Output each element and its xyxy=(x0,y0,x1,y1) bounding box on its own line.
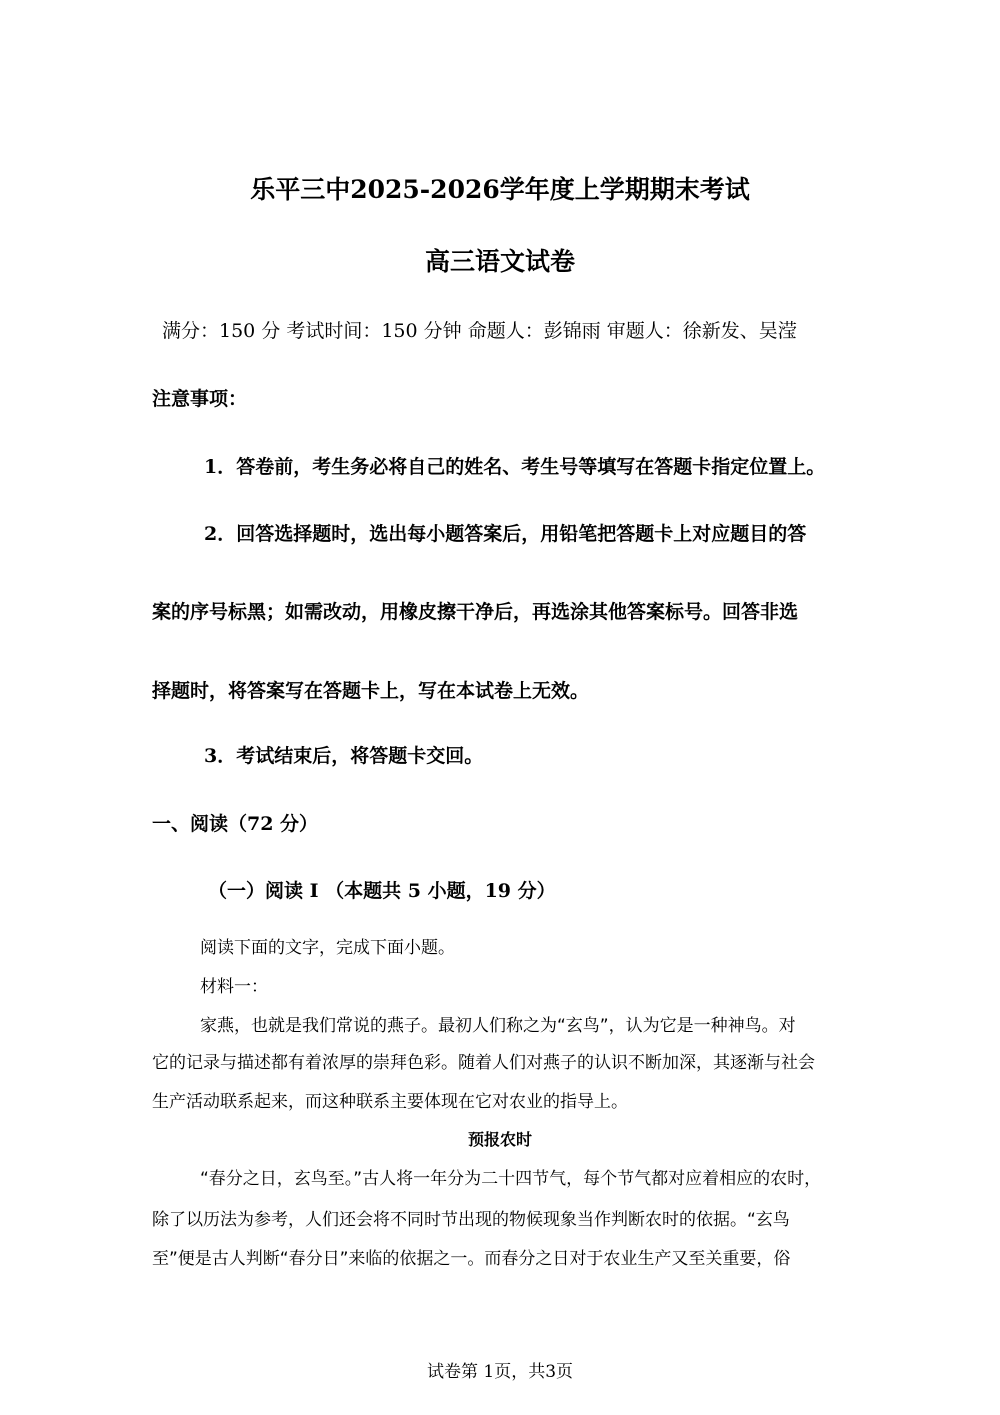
notice-item-1: 1．答卷前，考生务必将自己的姓名、考生号等填写在答题卡指定位置上。 xyxy=(204,456,826,478)
notice-item-2-line-1: 2．回答选择题时，选出每小题答案后，用铅笔把答题卡上对应题目的答 xyxy=(204,523,807,545)
material-label: 材料一： xyxy=(200,977,268,997)
paragraph-2-line-1: “春分之日，玄鸟至。”古人将一年分为二十四节气，每个节气都对应着相应的农时， xyxy=(200,1169,822,1189)
section-heading: 一、阅读（72 分） xyxy=(152,813,319,835)
notice-item-3: 3．考试结束后，将答题卡交回。 xyxy=(204,745,484,767)
section-subheading: （一）阅读 I （本题共 5 小题，19 分） xyxy=(208,880,556,902)
exam-title: 乐平三中2025-2026学年度上学期期末考试 xyxy=(250,175,750,204)
paragraph-1-line-1: 家燕，也就是我们常说的燕子。最初人们称之为“玄鸟”，认为它是一种神鸟。对 xyxy=(200,1016,796,1036)
passage-intro: 阅读下面的文字，完成下面小题。 xyxy=(200,938,455,958)
page-footer: 试卷第 1页，共3页 xyxy=(426,1362,574,1382)
notice-item-2-line-3: 择题时，将答案写在答题卡上，写在本试卷上无效。 xyxy=(152,680,590,702)
notice-item-2-line-2: 案的序号标黑；如需改动，用橡皮擦干净后，再选涂其他答案标号。回答非选 xyxy=(152,601,799,623)
notice-heading: 注意事项： xyxy=(152,388,248,410)
paragraph-2-line-2: 除了以历法为参考，人们还会将不同时节出现的物候现象当作判断农时的依据。“玄鸟 xyxy=(152,1210,790,1230)
paragraph-2-line-3: 至”便是古人判断“春分日”来临的依据之一。而春分之日对于农业生产又至关重要，俗 xyxy=(152,1249,791,1269)
paragraph-1-line-2: 它的记录与描述都有着浓厚的崇拜色彩。随着人们对燕子的认识不断加深，其逐渐与社会 xyxy=(152,1053,815,1073)
exam-subtitle: 高三语文试卷 xyxy=(424,247,575,276)
passage-subhead: 预报农时 xyxy=(467,1130,532,1149)
exam-meta-info: 满分：150 分 考试时间：150 分钟 命题人：彭锦雨 审题人：徐新发、吴滢 xyxy=(162,320,797,342)
paragraph-1-line-3: 生产活动联系起来，而这种联系主要体现在它对农业的指导上。 xyxy=(152,1092,628,1112)
